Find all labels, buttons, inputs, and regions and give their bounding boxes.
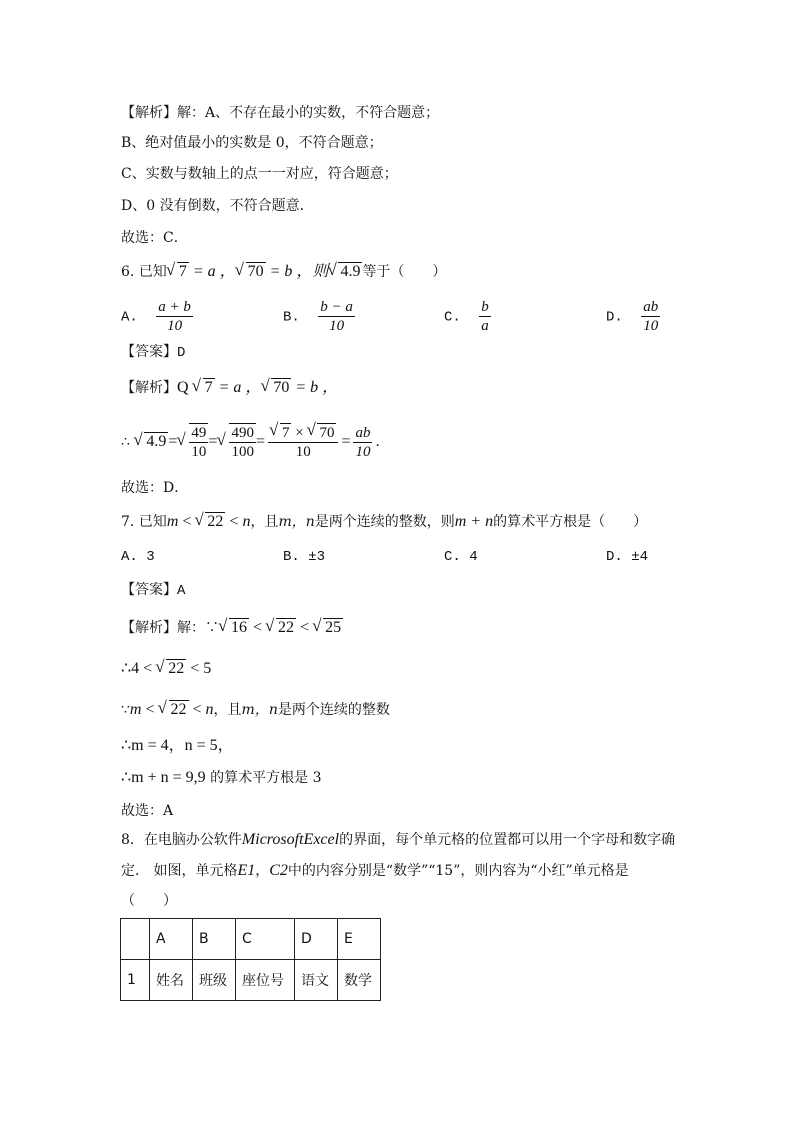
- option-b[interactable]: B. ±3: [283, 549, 326, 565]
- question-8-line-3: （ ）: [121, 893, 177, 909]
- analysis-text: 解：A、不存在最小的实数，不符合题意；: [177, 105, 440, 121]
- question-8-line-2: 定． 如图，单元格E1，C2中的内容分别是“数学”“15”，则内容为“小红”单元格是: [121, 862, 629, 879]
- option-a[interactable]: A. $\frac{a + b}{10}$: [121, 299, 191, 334]
- table-cell: A: [150, 919, 193, 960]
- sqrt-7: √ 7: [167, 262, 189, 282]
- question-6-stem: 6. 已知√ 7 = a ，√ 70 = b ，则√ 4.9 等于（ ）: [121, 262, 446, 282]
- spreadsheet-table: [120, 918, 381, 1001]
- sqrt-4-9: √ 4.9: [328, 262, 362, 282]
- analysis-tag: 【解析】: [121, 105, 177, 121]
- derivation-line: ∴4 < √ 22 < 5: [121, 659, 211, 679]
- option-d[interactable]: D. $\frac{ab}{10}$: [606, 299, 659, 334]
- table-cell: 姓名: [150, 960, 193, 1001]
- table-cell: D: [295, 919, 338, 960]
- option-b[interactable]: B. $\frac{b - a}{10}$: [283, 299, 353, 334]
- question-8-line-1: 8．在电脑办公软件MicrosoftExcel的界面，每个单元格的位置都可以用一个字母和数字确: [121, 831, 676, 848]
- option-a[interactable]: A. 3: [121, 549, 155, 565]
- option-d[interactable]: D. ±4: [606, 549, 649, 565]
- derivation-line: ∴m = 4，n = 5，: [121, 737, 234, 754]
- table-cell: 座位号: [236, 960, 295, 1001]
- choice-line: 故选：A: [121, 803, 174, 819]
- table-row: [121, 919, 381, 960]
- derivation-line: ∴ √ 4.9 = √ $\frac{49}{10}$ = √ $\frac{490}{100}$ = √ $\frac{7 \times √ 70}{10}$ = $\frac{ab}{10}$ ．: [121, 420, 389, 464]
- analysis-line: C、实数与数轴上的点一一对应，符合题意；: [121, 166, 398, 182]
- table-row: [121, 960, 381, 1001]
- table-cell: 1: [121, 960, 150, 1001]
- analysis-line: B、绝对值最小的实数是 0，不符合题意；: [121, 135, 383, 151]
- analysis-line: [121, 103, 439, 123]
- derivation-line: ∴m + n = 9,9 的算术平方根是 3: [121, 769, 322, 786]
- choice-line: 故选：D．: [121, 480, 189, 496]
- option-c[interactable]: C. 4: [444, 549, 478, 565]
- analysis-line: 【解析】Q √ 7 = a ，√ 70 = b ，: [121, 378, 338, 398]
- table-cell: E: [338, 919, 381, 960]
- table-cell: 语文: [295, 960, 338, 1001]
- choice-line: 故选：C．: [121, 230, 188, 246]
- table-cell: C: [236, 919, 295, 960]
- table-cell: [121, 919, 150, 960]
- derivation-line: ∵m < √ 22 < n，且m，n是两个连续的整数: [121, 700, 390, 720]
- analysis-line: D、0 没有倒数，不符合题意．: [121, 198, 314, 214]
- option-c[interactable]: C. $\frac{b}{a}$: [444, 299, 489, 334]
- sqrt-70: √ 70: [236, 262, 266, 282]
- question-7-stem: 7. 已知m < √ 22 < n，且m，n是两个连续的整数，则m + n的算术平方根是（ ）: [121, 512, 647, 532]
- answer-line: 【答案】D: [121, 344, 186, 361]
- table-cell: B: [193, 919, 236, 960]
- analysis-line: 【解析】解：∵√ 16 < √ 22 < √ 25: [121, 618, 343, 638]
- answer-line: 【答案】A: [121, 582, 186, 599]
- table-cell: 班级: [193, 960, 236, 1001]
- table-cell: 数学: [338, 960, 381, 1001]
